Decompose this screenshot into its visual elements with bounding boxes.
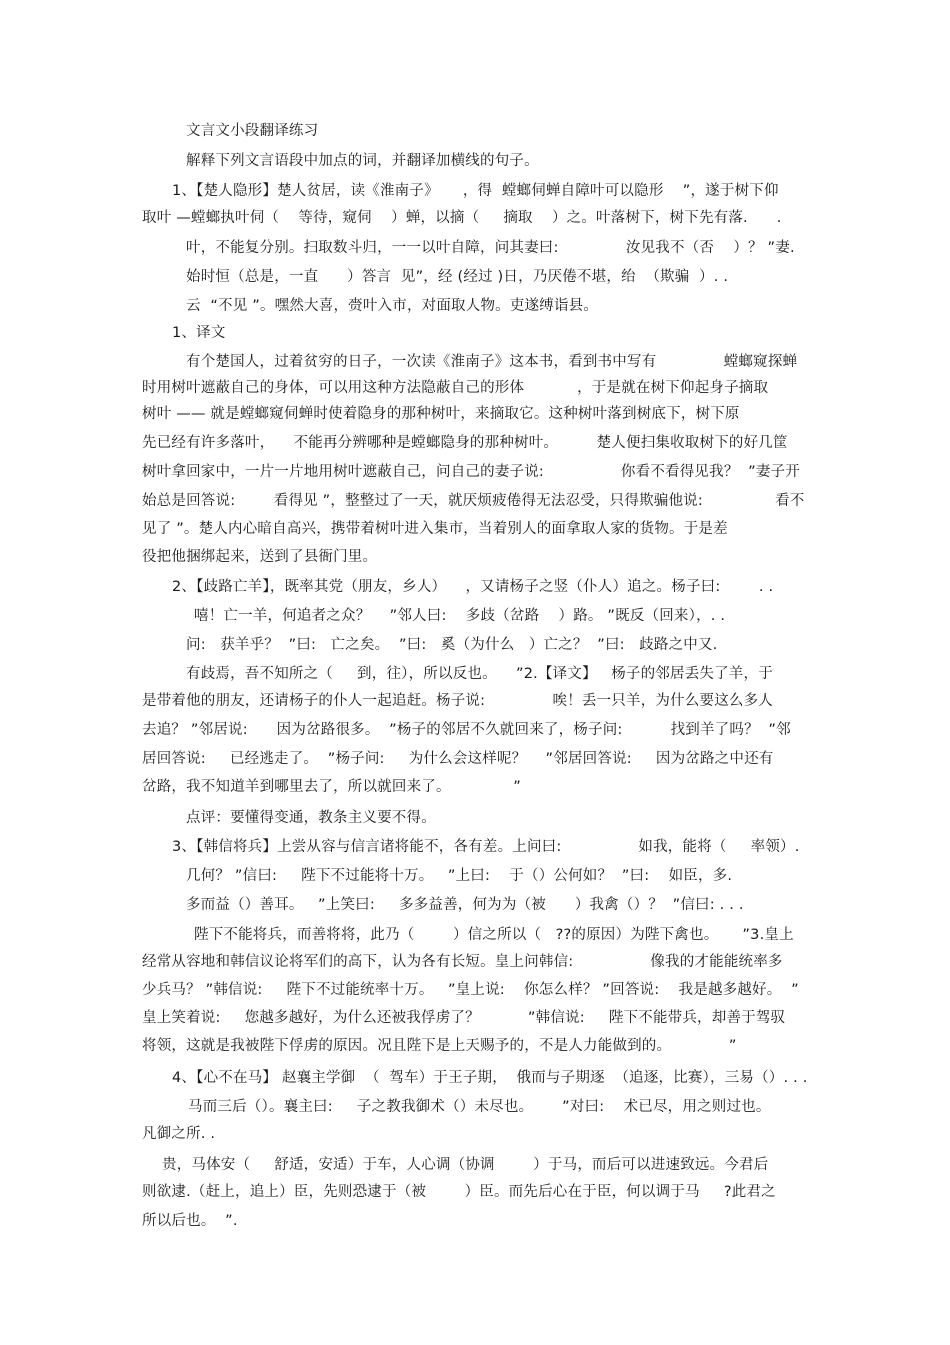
text-line: 树叶拿回家中，一片一片地用树叶遮蔽自己，问自己的妻子说: 你看不看得见我？ ”妻子开 (142, 464, 800, 480)
text-line: 少兵马？ ”韩信说: 陛下不过能统率十万。 ”皇上说: 你怎么样？ ”回答说: 我是越多越好。 ” (142, 982, 799, 998)
text-line: 云 “不见 ”。嘿然大喜，赍叶入市，对面取人物。吏遂缚诣县。 (186, 298, 599, 314)
text-line: 几何？ ”信曰: 陛下不过能将十万。 ”上曰: 于（）公何如？ ”曰: 如臣，多. (186, 868, 733, 884)
text-line: 经常从容地和韩信议论将军们的高下，认为各有长短。皇上问韩信: 像我的才能能统率多 (142, 954, 783, 970)
text-line: 将领，这就是我被陛下俘虏的原因。况且陛下是上天赐予的，不是人力能做到的。 ” (142, 1038, 737, 1054)
document-title: 文言文小段翻译练习 (186, 123, 319, 139)
text-line: 始总是回答说: 看得见 ”，整整过了一天，就厌烦疲倦得无法忍受，只得欺骗他说: 看不 (142, 493, 805, 509)
text-line: 嘻！亡一羊，何追者之众？ ”邻人曰: 多歧（岔路 ）路。 ”既反（回来），. . (194, 608, 726, 624)
text-line: 役把他捆绑起来，送到了县衙门里。 (142, 549, 378, 565)
text-line: 陛下不能将兵，而善将将，此乃（ ）信之所以（ ??的原因）为陛下禽也。 ”3.皇上 (194, 927, 794, 943)
text-line: 岔路，我不知道羊到哪里去了，所以就回来了。 ” (142, 779, 521, 795)
section-heading: 1、译文 (172, 325, 226, 341)
text-line: 始时恒（总是，一直 ）答言 见”，经 (经过 )日，乃厌倦不堪，绐 （欺骗 ）. . (186, 269, 729, 285)
text-line: 叶，不能复分别。扫取数斗归，一一以叶自障，问其妻曰: 汝见我不（否 ）？ ”妻. (186, 240, 795, 256)
text-line: 马而三后（）。襄主曰: 子之教我御术（）未尽也。 ”对曰: 术已尽，用之则过也。 (188, 1099, 771, 1115)
text-line: 1、【楚人隐形】楚人贫居，读《淮南子》 ，得 螳螂伺蝉自障叶可以隐形 ”，遂于树下仰 (172, 183, 779, 199)
text-line: 3、【韩信将兵】上尝从容与信言诸将能不，各有差。上问曰: 如我，能将（ 率领）. (172, 839, 800, 855)
text-line: 居回答说: 已经逃走了。 ”杨子问: 为什么会这样呢？ ”邻居回答说: 因为岔路之中还有 (142, 751, 774, 767)
text-line: 所以后也。 ”. (142, 1213, 238, 1229)
text-line: 贵，马体安（ 舒适，安适）于车，人心调（协调 ）于马，而后可以进速致远。今君后 (162, 1157, 769, 1173)
text-line: 有个楚国人，过着贫穷的日子，一次读《淮南子》这本书，看到书中写有 螳螂窥探蝉 (186, 354, 798, 370)
text-line: 取叶 —螳螂执叶伺（ 等待，窥伺 ）蝉，以摘（ 摘取 ）之。叶落树下，树下先有落. . (142, 210, 782, 226)
text-line: 点评：要懂得变通，教条主义要不得。 (186, 810, 436, 826)
text-line: 问: 获羊乎？ ”曰: 亡之矣。 ”曰: 奚（为什么 ）亡之？ ”曰: 歧路之中又. (186, 637, 718, 653)
text-line: 凡御之所. . (142, 1126, 216, 1142)
text-line: 见了 ”。楚人内心暗自高兴，携带着树叶进入集市，当着别人的面拿取人家的货物。于是差 (142, 521, 728, 537)
text-line: 先已经有许多落叶， 不能再分辨哪种是螳螂隐身的那种树叶。 楚人便扫集收取树下的好几筐 (142, 435, 788, 451)
text-line: 皇上笑着说: 您越多越好，为什么还被我俘虏了？ ”韩信说: 陛下不能带兵，却善于驾驭 (142, 1010, 786, 1026)
text-line: 是带着他的朋友，还请杨子的仆人一起追赶。杨子说: 唉！丢一只羊，为什么要这么多人 (142, 693, 774, 709)
instruction-line: 解释下列文言语段中加点的词，并翻译加横线的句子。 (186, 153, 539, 169)
text-line: 2、【歧路亡羊】，既率其党（朋友，乡人） ，又请杨子之竖（仆人）追之。杨子曰: . . (172, 579, 774, 595)
text-line: 去追？ ”邻居说: 因为岔路很多。 ”杨子的邻居不久就回来了，杨子问: 找到羊了吗？ ”邻 (142, 722, 791, 738)
text-line: 树叶 —— 就是螳螂窥伺蝉时使着隐身的那种树叶，来摘取它。这种树叶落到树底下，树下原 (142, 406, 740, 422)
text-line: 有歧焉，吾不知所之（ 到，往），所以反也。 ”2.【译文】 杨子的邻居丢失了羊，于 (186, 666, 773, 682)
text-line: 则欲逮.（赶上，追上）臣，先则恐逮于（被 ）臣。而先后心在于臣，何以调于马 ?此君之 (142, 1184, 776, 1200)
text-line: 4、【心不在马】 赵襄主学御 （ 驾车）于王子期， 俄而与子期逐 （追逐，比赛），三易（）. . . (172, 1070, 808, 1086)
text-line: 时用树叶遮蔽自己的身体，可以用这种方法隐蔽自己的形体 ，于是就在树下仰起身子摘取 (142, 380, 769, 396)
text-line: 多而益（）善耳。 ”上笑曰: 多多益善，何为为（被 ）我禽（）？ ”信曰: . . . (186, 897, 744, 913)
